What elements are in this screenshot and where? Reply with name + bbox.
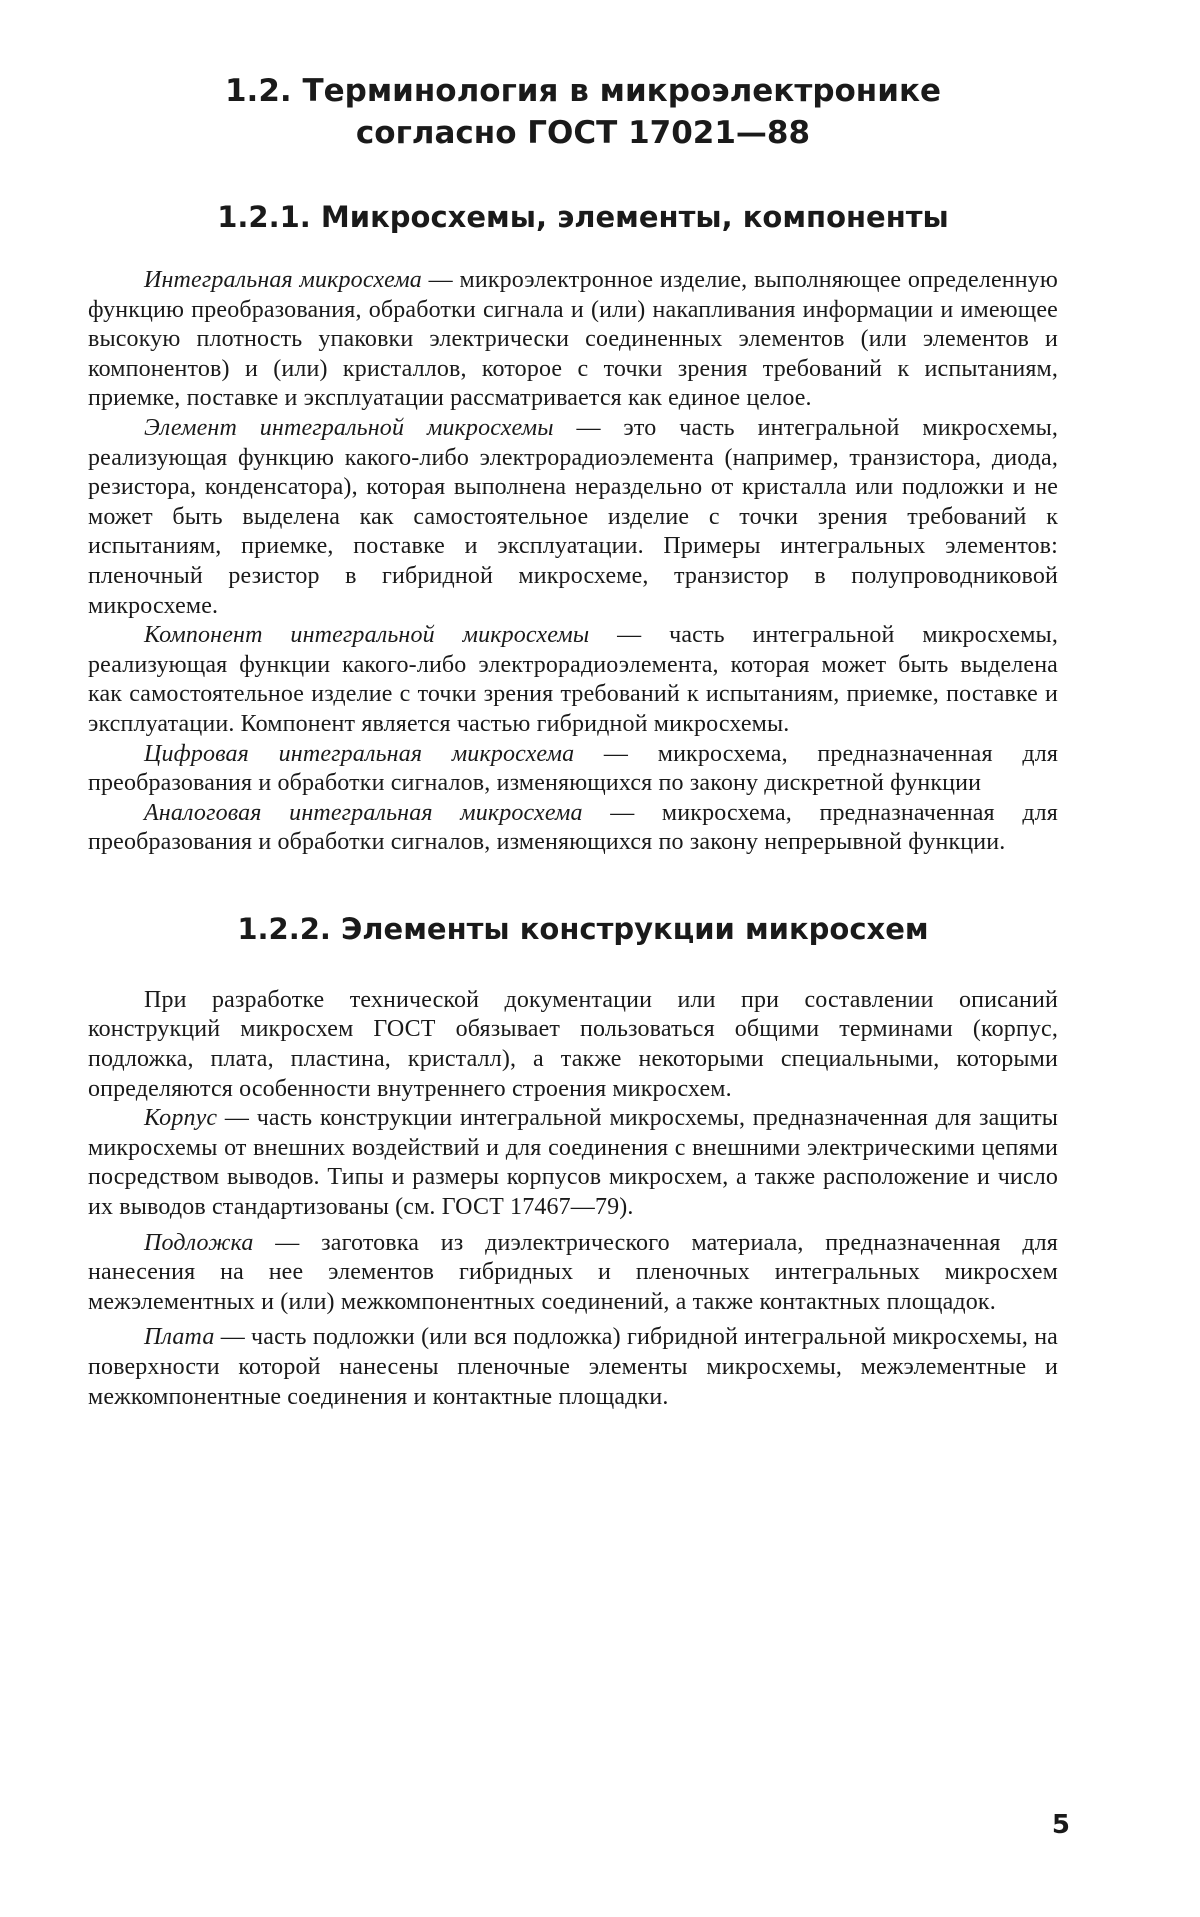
section-2-title: 1.2.2. Элементы конструкции микросхем	[237, 911, 929, 946]
term-digital-ic: Цифровая интегральная микросхема	[144, 740, 575, 767]
definition-text: — заготовка из диэлектрического материала, предназначенная для нанесения на нее элементов гибридных и пленочных интегральных микросхем межэлементных и (или) межкомпонентных соединений, а также контактных площадок.	[88, 1229, 1058, 1315]
section-1-title: 1.2.1. Микросхемы, элементы, компоненты	[217, 200, 949, 234]
definition-paragraph-package	[88, 1104, 1058, 1222]
page-number: 5	[1051, 1810, 1070, 1840]
definition-text: — микросхема, предназначенная для преобразования и обработки сигналов, изменяющихся по закону непрерывной функции.	[88, 799, 1058, 856]
section-2-intro-paragraph: При разработке технической документации или при составлении описаний конструкций микросхем ГОСТ обязывает пользоваться общими терминами (корпус, подложка, плата, пластина, кристалл), а также некоторыми специальными, которыми определяются особенности внутреннего строения микросхем.	[88, 986, 1058, 1102]
chapter-title	[88, 70, 1058, 154]
chapter-title-line-2: согласно ГОСТ 17021—88	[355, 115, 811, 151]
definition-text: — часть конструкции интегральной микросхемы, предназначенная для защиты микросхемы от внешних воздействий и для соединения с внешними электрическими цепями посредством выводов. Типы и размеры корпусов микросхем, а также расположение и число их выводов стандартизованы (см. ГОСТ 17467—79).	[88, 1105, 1058, 1221]
definition-paragraph-integrated-circuit	[88, 266, 1058, 414]
definition-paragraph-analog-ic	[88, 799, 1058, 858]
term-board: Плата	[144, 1324, 215, 1351]
term-substrate: Подложка	[144, 1229, 254, 1256]
term-package: Корпус	[144, 1105, 218, 1132]
term-integrated-circuit: Интегральная микросхема	[144, 267, 422, 293]
term-ic-element: Элемент интегральной микросхемы	[144, 414, 554, 441]
definition-paragraph-board	[88, 1323, 1058, 1412]
term-ic-component: Компонент интегральной микросхемы	[144, 622, 590, 649]
definition-text: — микросхема, предназначенная для преобразования и обработки сигналов, изменяющихся по закону дискретной функции	[88, 740, 1059, 797]
definition-paragraph-ic-component	[88, 621, 1058, 739]
definition-text: — часть подложки (или вся подложка) гибридной интегральной микросхемы, на поверхности которой нанесены пленочные элементы микросхемы, межэлементные и межкомпонентные соединения и контактные площадки.	[88, 1324, 1058, 1410]
chapter-title-line-1: 1.2. Терминология в микроэлектронике	[224, 73, 942, 109]
term-analog-ic: Аналоговая интегральная микросхема	[144, 799, 583, 826]
document-page	[88, 70, 1058, 1412]
definition-text: — микроэлектронное изделие, выполняющее определенную функцию преобразования, обработки сигнала и (или) накапливания информации и имеющее высокую плотность упаковки электрически соединенных элементов (или элементов и компонентов) и (или) кристаллов, которое с точки зрения требований к испытаниям, приемке, поставке и эксплуатации рассматривается как единое целое.	[88, 267, 1059, 412]
definition-paragraph-substrate	[88, 1229, 1058, 1318]
definition-text: — это часть интегральной микросхемы, реализующая функцию какого-либо электрорадиоэлемента (например, транзистора, диода, резистора, конденсатора), которая выполнена нераздельно от кристалла или подложки и не может быть выделена как самостоятельное изделие с точки зрения требований к испытаниям, приемке, поставке и эксплуатации. Примеры интегральных элементов: пленочный резистор в гибридной микросхеме, транзистор в полупроводниковой микросхеме.	[88, 414, 1059, 619]
definition-text: — часть интегральной микросхемы, реализующая функции какого-либо электрорадиоэлемента, которая может быть выделена как самостоятельное изделие с точки зрения требований к испытаниям, приемке, поставке и эксплуатации. Компонент является частью гибридной микросхемы.	[88, 622, 1058, 737]
definition-paragraph-ic-element	[88, 414, 1058, 621]
definition-paragraph-digital-ic	[88, 740, 1058, 799]
